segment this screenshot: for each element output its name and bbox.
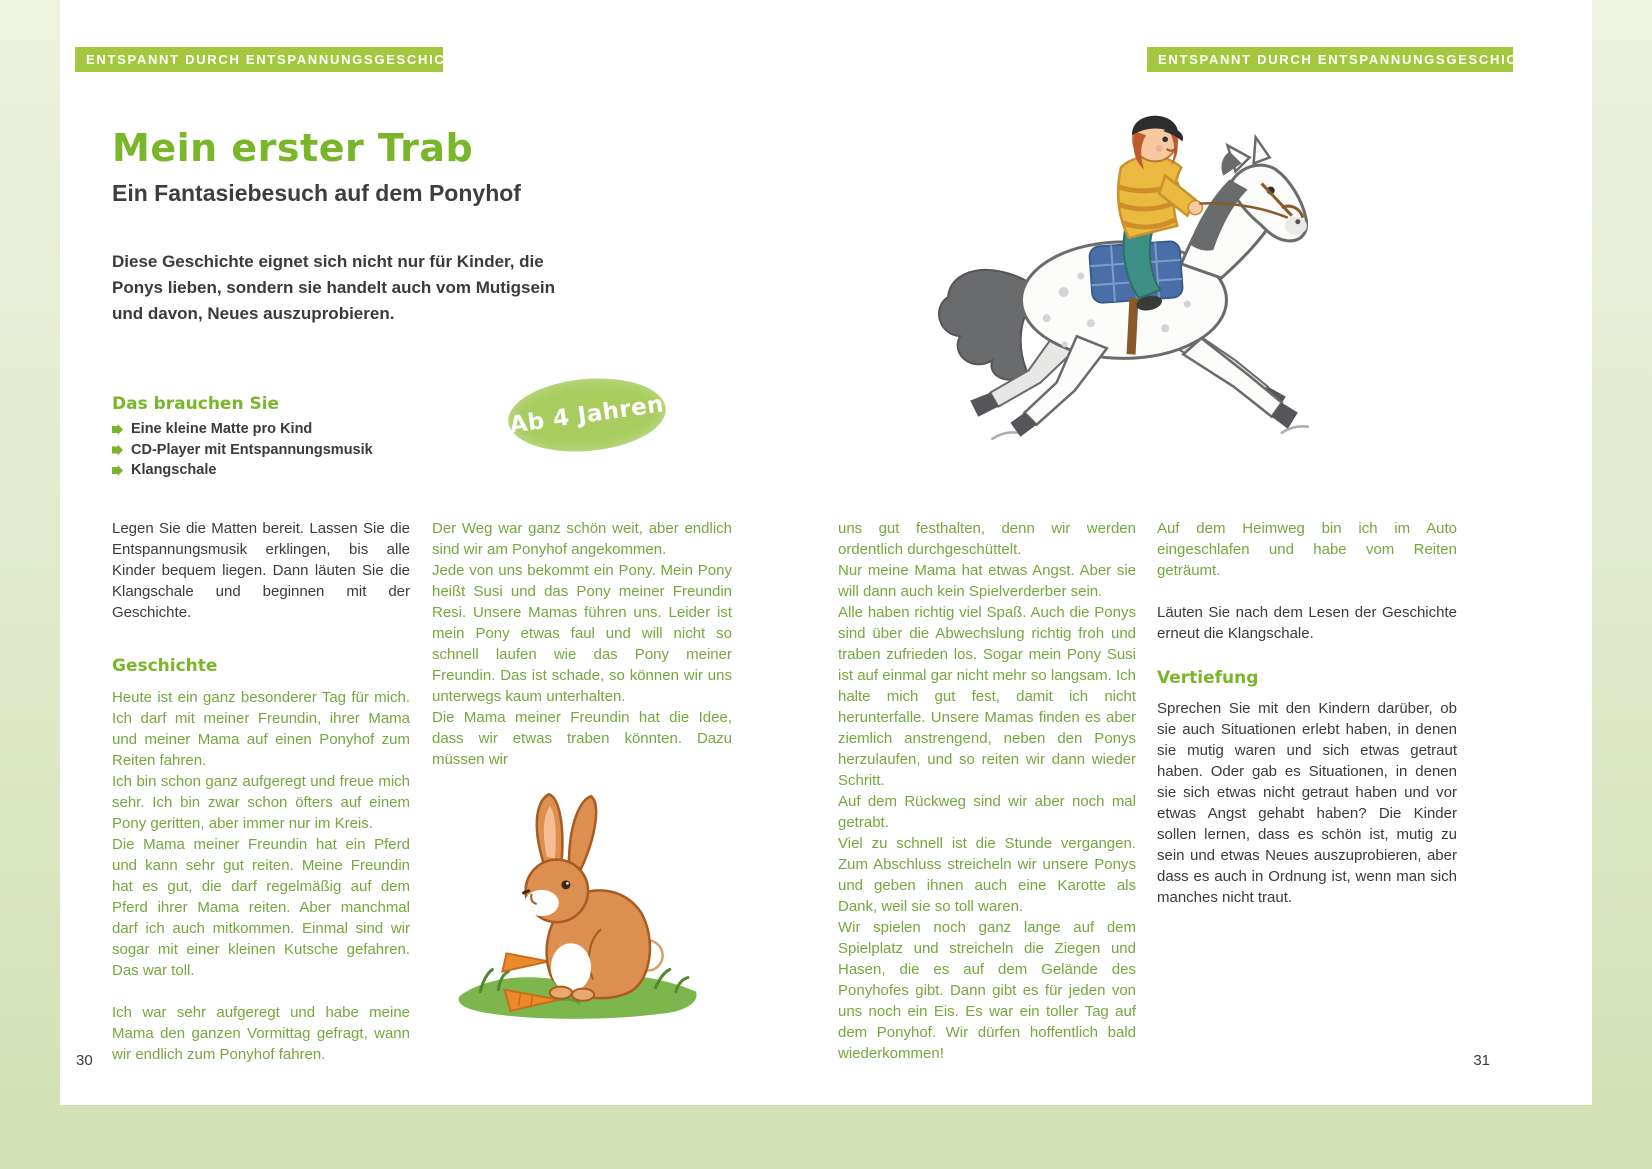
story-text-col4 <box>1157 518 1457 581</box>
text-column-3 <box>838 518 1136 1064</box>
text-column-4 <box>1157 518 1457 908</box>
story-paragraph: Heute ist ein ganz besonderer Tag für mich. Ich darf mit meiner Freundin, ihrer Mama und meiner Mama auf einen Ponyhof zum Reiten fahren. <box>112 689 410 769</box>
story-paragraph: Wir spielen noch ganz lange auf dem Spielplatz und streicheln die Ziegen und Hasen, die es auf dem Gelände des Ponyhofes gibt. Dann gibt es für jeden von uns noch ein Eis. Es war ein toller Tag auf dem Ponyhof. Wir dürfen hoffentlich bald wiederkommen! <box>838 919 1136 1062</box>
materials-item-label: Eine kleine Matte pro Kind <box>131 421 313 437</box>
story-paragraph: Viel zu schnell ist die Stunde vergangen. Zum Abschluss streicheln wir unsere Ponys und geben ihnen auch eine Karotte als Dank, weil sie so toll waren. <box>838 835 1136 915</box>
story-paragraph: Jede von uns bekommt ein Pony. Mein Pony heißt Susi und das Pony meiner Freundin Resi. Unsere Mamas führen uns. Leider ist mein Pony etwas faul und will nicht so schnell laufen wie das Pony meiner Freundin. Das ist schade, so können wir uns unterwegs kaum unterhalten. <box>432 562 732 705</box>
chapter-header-left-label: ENTSPANNT DURCH ENTSPANNUNGSGESCHICHTEN <box>86 52 488 67</box>
story-paragraph: Ich bin schon ganz aufgeregt und freue mich sehr. Ich bin zwar schon öfters auf einem Pony geritten, aber immer nur im Kreis. <box>112 773 410 832</box>
story-text-col3 <box>838 518 1136 1064</box>
page-number-right: 31 <box>1473 1052 1490 1069</box>
text-column-1 <box>112 518 410 1065</box>
materials-heading: Das brauchen Sie <box>112 394 280 414</box>
story-paragraph: Der Weg war ganz schön weit, aber endlich sind wir am Ponyhof angekommen. <box>432 520 732 558</box>
story-paragraph: Auf dem Rückweg sind wir aber noch mal getrabt. <box>838 793 1136 831</box>
instructions-paragraph: Legen Sie die Matten bereit. Lassen Sie die Entspannungsmusik erklingen, bis alle Kinder bequem liegen. Dann läuten Sie die Klangschale und beginnen mit der Geschichte. <box>112 520 410 621</box>
story-heading: Geschichte <box>112 656 218 676</box>
story-text-col2 <box>432 518 732 770</box>
closing-note: Läuten Sie nach dem Lesen der Geschichte erneut die Klangschale. <box>1157 604 1457 642</box>
story-text-col1 <box>112 687 410 981</box>
pony-with-child-rider-illustration <box>928 86 1330 468</box>
materials-list-item <box>112 440 442 461</box>
materials-list <box>112 419 442 481</box>
chapter-header-left <box>75 47 488 72</box>
page-number-left: 30 <box>76 1052 93 1069</box>
story-paragraph: Die Mama meiner Freundin hat die Idee, dass wir etwas traben könnten. Dazu müssen wir <box>432 709 732 768</box>
materials-list-item <box>112 460 442 481</box>
page-subtitle: Ein Fantasiebesuch auf dem Ponyhof <box>112 180 521 206</box>
story-paragraph: Die Mama meiner Freundin hat ein Pferd und kann sehr gut reiten. Meine Freundin hat es gut, die darf regelmäßig auf dem Pferd ihrer Mama reiten. Aber manchmal darf ich auch mitkommen. Einmal sind wir sogar mit einer kleinen Kutsche gefahren. Das war toll. <box>112 836 410 979</box>
text-column-2 <box>432 518 732 770</box>
story-paragraph: Auf dem Heimweg bin ich im Auto eingeschlafen und habe vom Reiten geträumt. <box>1157 520 1457 579</box>
story-paragraph: Alle haben richtig viel Spaß. Auch die Ponys sind über die Abwechslung richtig froh und traben zufrieden los. Sogar mein Pony Susi ist auf einmal gar nicht mehr so langsam. Ich halte mich gut fest, damit ich nicht herunterfalle. Unsere Mamas finden es aber ziemlich anstrengend, neben den Ponys herzulaufen, und so reiten wir dann wieder Schritt. <box>838 604 1136 789</box>
rabbit-with-carrots-illustration <box>448 776 710 1032</box>
arrow-bullet-icon <box>112 445 123 456</box>
chapter-header-right-label: ENTSPANNT DURCH ENTSPANNUNGSGESCHICHTEN <box>1158 52 1560 67</box>
arrow-bullet-icon <box>112 465 123 476</box>
story-paragraph: Ich war sehr aufgeregt und habe meine Mama den ganzen Vormittag gefragt, wann wir endlich zum Ponyhof fahren. <box>112 1004 410 1063</box>
story-paragraph: uns gut festhalten, denn wir werden ordentlich durchgeschüttelt. <box>838 520 1136 558</box>
intro-paragraph: Diese Geschichte eignet sich nicht nur für Kinder, die Ponys lieben, sondern sie handelt auch vom Mutigsein und davon, Neues auszuprobieren. <box>112 252 556 323</box>
story-paragraph: Nur meine Mama hat etwas Angst. Aber sie will dann auch kein Spielverderber sein. <box>838 562 1136 600</box>
story-text-col1-closing <box>112 1002 410 1065</box>
deepening-text: Sprechen Sie mit den Kindern darüber, ob sie auch Situationen erlebt haben, in denen sie mutig waren und sich etwas getraut haben. Oder gab es Situationen, in denen sie sich etwas nicht getraut haben und vor etwas Angst gehabt haben? Die Kinder sollen lernen, dass es schön ist, mutig zu sein und etwas Neues auszuprobieren, aber dass es auch in Ordnung ist, wenn man sich manches nicht traut. <box>1157 700 1457 906</box>
chapter-header-right <box>1147 47 1560 72</box>
materials-item-label: Klangschale <box>131 462 217 478</box>
arrow-bullet-icon <box>112 424 123 435</box>
materials-item-label: CD-Player mit Entspannungsmusik <box>131 441 373 458</box>
materials-list-item <box>112 419 442 440</box>
age-badge-label: Ab 4 Jahren <box>508 391 666 439</box>
deepening-heading: Vertiefung <box>1157 668 1259 688</box>
page-title: Mein erster Trab <box>112 126 474 170</box>
